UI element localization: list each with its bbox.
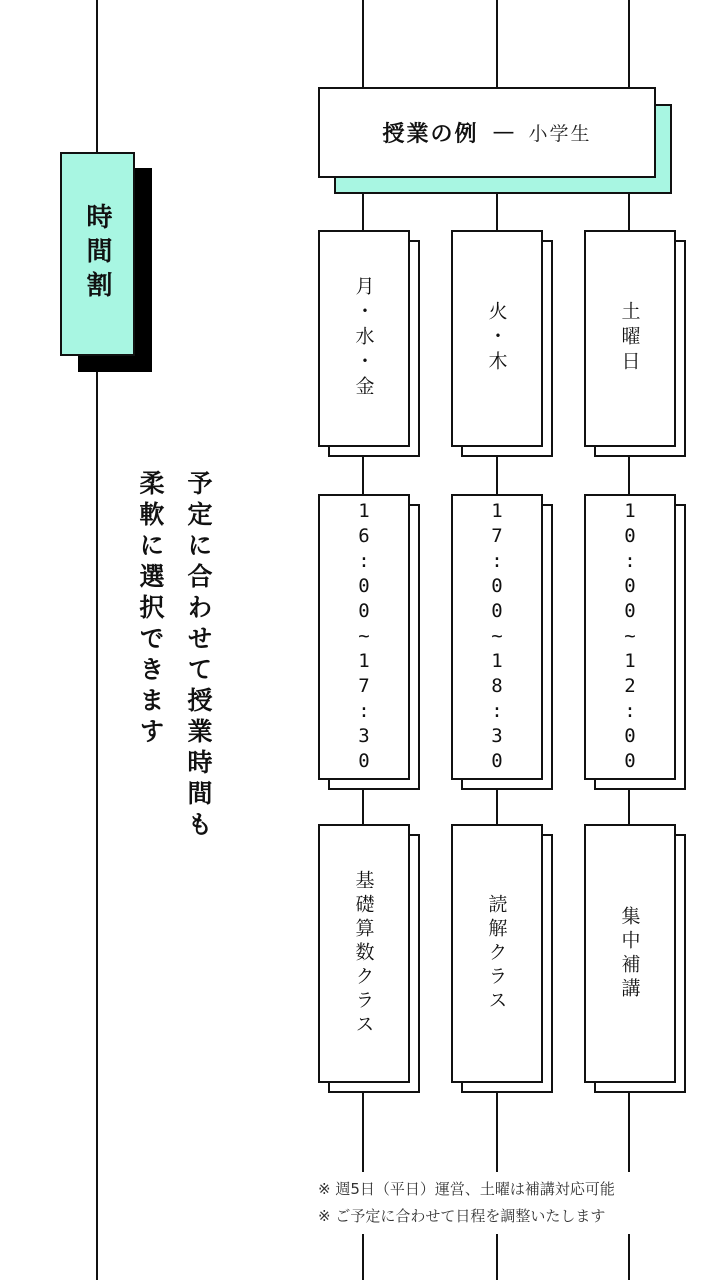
class-card-3 (584, 824, 676, 1083)
header-dash: — (492, 120, 515, 145)
timetable-tag-label: 時間割 (82, 203, 112, 305)
tagline-line-2: 柔軟に選択できます (136, 470, 165, 749)
note-1: ※ 週5日（平日）運営、土曜は補講対応可能 (318, 1180, 615, 1198)
time-label-3: 10:00~12:00 (619, 499, 641, 775)
class-label-1: 基礎算数クラス (352, 869, 375, 1038)
class-label-2: 読解クラス (485, 893, 508, 1014)
time-card-1 (318, 494, 410, 780)
note-2: ※ ご予定に合わせて日程を調整いたします (318, 1207, 606, 1225)
header-title: 授業の例 (382, 122, 479, 147)
time-card-2 (451, 494, 543, 780)
day-card-3 (584, 230, 676, 447)
tagline-line-2-box (132, 470, 172, 790)
day-label-2: 火・木 (485, 301, 508, 376)
day-label-1: 月・水・金 (352, 276, 375, 401)
day-label-3: 土曜日 (618, 301, 641, 376)
class-card-1 (318, 824, 410, 1083)
class-label-3: 集中補講 (618, 905, 641, 1002)
class-card-2 (451, 824, 543, 1083)
time-label-2: 17:00~18:30 (486, 499, 508, 775)
time-label-1: 16:00~17:30 (353, 499, 375, 775)
header-subtitle: 小学生 (528, 123, 592, 145)
header-card (318, 87, 656, 178)
tagline-line-1: 予定に合わせて授業時間も (184, 470, 213, 842)
tagline-line-1-box (180, 470, 220, 900)
day-card-2 (451, 230, 543, 447)
timetable-tag-card (60, 152, 135, 356)
day-card-1 (318, 230, 410, 447)
time-card-3 (584, 494, 676, 780)
